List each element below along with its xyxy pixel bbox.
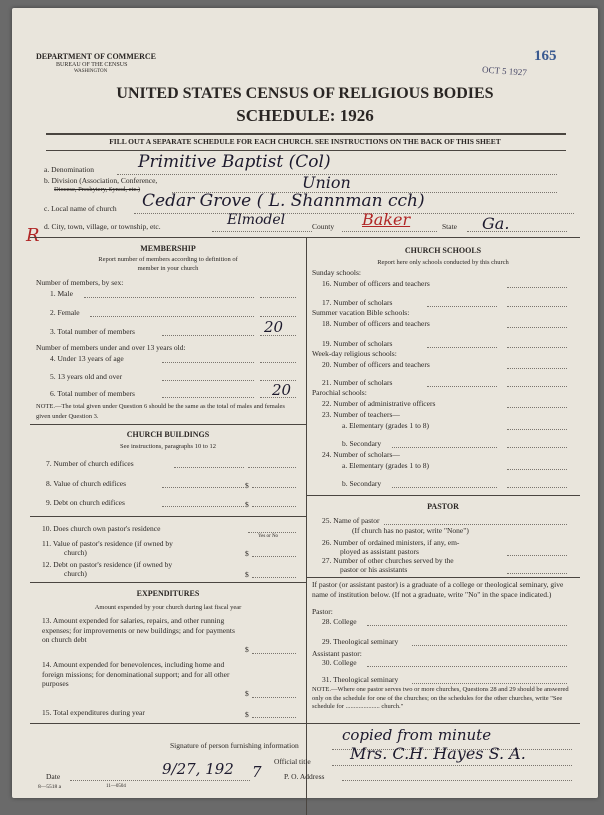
- q30-label: 30. College: [322, 658, 357, 667]
- date-label: Date: [46, 772, 61, 781]
- q13-dollar: $: [245, 645, 249, 654]
- form-number: 8—5518 a: [38, 784, 62, 790]
- census-schedule-sheet: [12, 8, 598, 798]
- q25-label: 25. Name of pastor: [322, 516, 380, 525]
- q8-dollar: $: [245, 481, 249, 490]
- parochial-schools-label: Parochial schools:: [312, 388, 367, 397]
- q6-total-label: 6. Total number of members: [50, 389, 135, 398]
- city-label: WASHINGTON: [74, 69, 108, 74]
- assistant-pastor-subheading: Assistant pastor:: [312, 649, 362, 658]
- state-value: Ga.: [482, 214, 510, 233]
- expenditures-subtitle: Amount expended by your church during last fiscal year: [94, 604, 242, 611]
- division-value: Union: [302, 173, 351, 192]
- q1-male-label: 1. Male: [50, 289, 73, 298]
- q4-under13-label: 4. Under 13 years of age: [50, 354, 124, 363]
- yes-no-hint: Yes or No: [258, 534, 279, 539]
- print-code: 11—0504: [106, 784, 126, 789]
- pastor-title: PASTOR: [427, 502, 459, 511]
- q12-label: 12. Debt on pastor's residence (if owned by: [42, 560, 173, 569]
- division-sublabel: Diocese, Presbytery, Synod, etc.): [54, 186, 141, 193]
- pastor-subheading: Pastor:: [312, 607, 333, 616]
- summer-schools-label: Summer vacation Bible schools:: [312, 308, 410, 317]
- city-town-label: d. City, town, village, or township, etc.: [44, 222, 161, 231]
- q22-label: 22. Number of administrative officers: [322, 399, 436, 408]
- church-name-value: Cedar Grove ( L. Shannman cch): [142, 191, 425, 211]
- q9-label: 9. Debt on church edifices: [46, 498, 125, 507]
- q3-total-value: 20: [264, 318, 284, 336]
- division-label: b. Division (Association, Conference,: [44, 176, 158, 185]
- q21-label: 21. Number of scholars: [322, 378, 393, 387]
- weekday-schools-label: Week-day religious schools:: [312, 349, 397, 358]
- margin-mark: R: [26, 225, 40, 246]
- state-label: State: [442, 222, 457, 231]
- church-name-label: c. Local name of church: [44, 204, 117, 213]
- q10-label: 10. Does church own pastor's residence: [42, 524, 161, 533]
- q5-over13-label: 5. 13 years old and over: [50, 372, 123, 381]
- date-value: 9/27, 192: [162, 760, 234, 778]
- date-year-digit: 7: [252, 763, 262, 781]
- q9-dollar: $: [245, 500, 249, 509]
- q20-label: 20. Number of officers and teachers: [322, 360, 430, 369]
- city-town-value: Elmodel: [227, 212, 286, 228]
- signature-label: Signature of person furnishing information: [170, 741, 299, 750]
- members-by-sex-label: Number of members, by sex:: [36, 278, 124, 287]
- q26-label: 26. Number of ordained ministers, if any, em-: [322, 538, 460, 547]
- membership-title: MEMBERSHIP: [140, 244, 196, 253]
- page-title: UNITED STATES CENSUS OF RELIGIOUS BODIES: [116, 85, 494, 102]
- q11-label: 11. Value of pastor's residence (if owned by: [42, 539, 173, 548]
- official-title-label: Official title: [274, 757, 311, 766]
- sunday-schools-label: Sunday schools:: [312, 268, 361, 277]
- denomination-value: Primitive Baptist (Col): [138, 152, 331, 172]
- county-label: County: [312, 222, 335, 231]
- address-label: P. O. Address: [284, 772, 325, 781]
- q24b-label: b. Secondary: [342, 479, 382, 488]
- q24a-label: a. Elementary (grades 1 to 8): [342, 461, 430, 470]
- q24-label: 24. Number of scholars—: [322, 450, 400, 459]
- page-subtitle: SCHEDULE: 1926: [236, 106, 374, 125]
- instruction-banner: FILL OUT A SEPARATE SCHEDULE FOR EACH CHURCH. SEE INSTRUCTIONS ON THE BACK OF THIS SHEET: [109, 137, 501, 146]
- q16-label: 16. Number of officers and teachers: [322, 279, 430, 288]
- college-instruction: If pastor (or assistant pastor) is a graduate of a college or theological seminary, give name of institution below. (If not a graduate, write "No" in the space indicated.): [312, 580, 564, 599]
- q23a-label: a. Elementary (grades 1 to 8): [342, 421, 430, 430]
- membership-subtitle-1: Report number of members according to definition of: [98, 256, 238, 263]
- q15-label: 15. Total expenditures during year: [42, 708, 145, 717]
- bureau-label: BUREAU OF THE CENSUS: [56, 62, 128, 68]
- buildings-subtitle: See instructions, paragraphs 10 to 12: [119, 443, 217, 450]
- q23b-label: b. Secondary: [342, 439, 382, 448]
- q7-label: 7. Number of church edifices: [46, 459, 134, 468]
- q27-label: 27. Number of other churches served by the: [322, 556, 454, 565]
- q11-dollar: $: [245, 549, 249, 558]
- q3-total-label: 3. Total number of members: [50, 327, 135, 336]
- q28-label: 28. College: [322, 617, 357, 626]
- q27-label-2: pastor or his assistants: [340, 565, 408, 574]
- county-value: Baker: [362, 210, 411, 229]
- signature-value: copied from minute: [342, 726, 492, 744]
- q19-label: 19. Number of scholars: [322, 339, 393, 348]
- stamp-number: 165: [534, 48, 557, 64]
- date-stamp: OCT 5 1927: [481, 64, 528, 78]
- q6-total-value: 20: [272, 381, 292, 399]
- q11-label-2: church): [64, 548, 87, 557]
- q26-label-2: ployed as assistant pastors: [340, 547, 419, 556]
- department-label: DEPARTMENT OF COMMERCE: [36, 52, 157, 61]
- q12-dollar: $: [245, 570, 249, 579]
- q12-label-2: church): [64, 569, 87, 578]
- q14-label: 14. Amount expended for benevolences, including home and foreign missions; for denominational support; and for all other purposes: [42, 660, 230, 688]
- q14-dollar: $: [245, 689, 249, 698]
- buildings-title: CHURCH BUILDINGS: [126, 430, 210, 439]
- q15-dollar: $: [245, 710, 249, 719]
- expenditures-title: EXPENDITURES: [136, 589, 200, 598]
- q2-female-label: 2. Female: [50, 308, 80, 317]
- official-title-value: Mrs. C.H. Hayes S. A.: [350, 744, 526, 763]
- membership-note: NOTE.—The total given under Question 6 should be the same as the total of males and females given under Question 3.: [36, 403, 285, 420]
- q29-label: 29. Theological seminary: [322, 637, 399, 646]
- denomination-label: a. Denomination: [44, 165, 94, 174]
- q17-label: 17. Number of scholars: [322, 298, 393, 307]
- q25-note: (If church has no pastor, write "None"): [352, 526, 469, 535]
- q8-label: 8. Value of church edifices: [46, 479, 127, 488]
- membership-subtitle-2: member in your church: [137, 265, 199, 272]
- members-by-age-label: Number of members under and over 13 years old:: [36, 343, 186, 352]
- pastor-note: NOTE.—Where one pastor serves two or more churches, Questions 28 and 29 should be answered only on the schedule for one of the churches; on the schedules for the other churches, write "See schedule for ..................... church.": [312, 686, 569, 710]
- q13-label: 13. Amount expended for salaries, repairs, and other running expenses; for improvements or new buildings; and for payments on church debt: [42, 616, 235, 644]
- q31-label: 31. Theological seminary: [322, 675, 399, 684]
- q18-label: 18. Number of officers and teachers: [322, 319, 430, 328]
- q23-label: 23. Number of teachers—: [322, 410, 400, 419]
- schools-title: CHURCH SCHOOLS: [404, 246, 482, 255]
- schools-subtitle: Report here only schools conducted by this church: [377, 259, 509, 266]
